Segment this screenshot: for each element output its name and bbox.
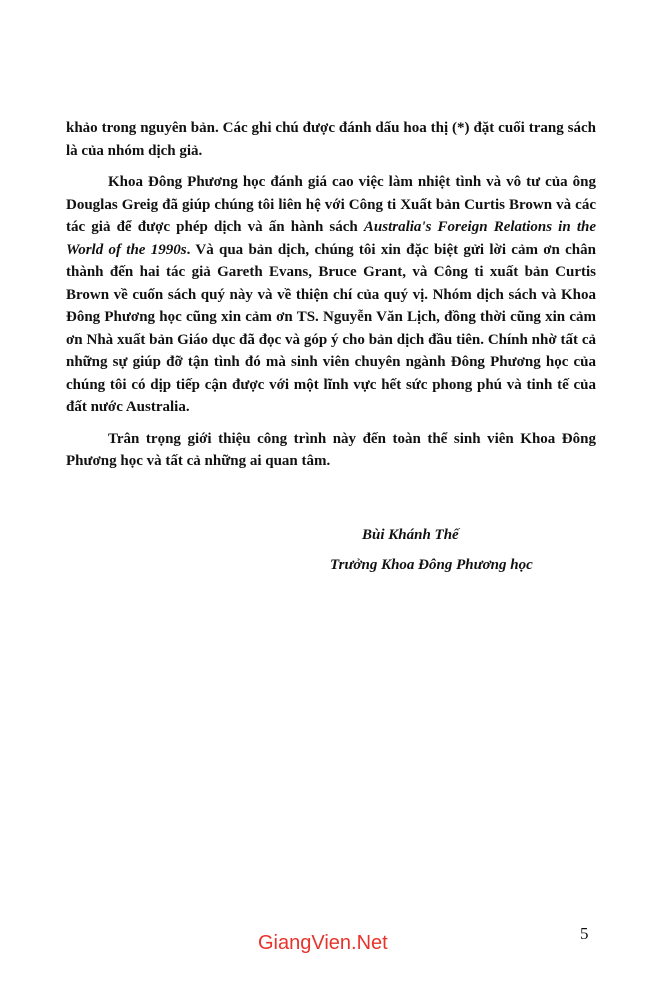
paragraph-text-after-title: . Và qua bản dịch, chúng tôi xin đặc biệt gửi lời cảm ơn chân thành đến hai tác giả Gareth Evans, Bruce Grant, và Công ti xuất bản Curtis Brown về cuốn sách quý này và về thiện chí của quý vị. Nhóm dịch sách và Khoa Đông Phương học cũng xin cảm ơn TS. Nguyễn Văn Lịch, đồng thời cũng xin cảm ơn Nhà xuất bản Giáo dục đã đọc và góp ý cho bản dịch đầu tiên. Chính nhờ tất cả những sự giúp đỡ tận tình đó mà sinh viên chuyên ngành Đông Phương học của chúng tôi có dịp tiếp cận được với một lĩnh vực hết sức phong phú và tinh tế của đất nước Australia. [66, 241, 596, 415]
paragraph-closing: Trân trọng giới thiệu công trình này đến toàn thể sinh viên Khoa Đông Phương học và tất cả những ai quan tâm. [66, 430, 596, 469]
signature-block [330, 520, 590, 580]
paragraph-continuation: khảo trong nguyên bản. Các ghi chú được đánh dấu hoa thị (*) đặt cuối trang sách là của nhóm dịch giả. [66, 120, 596, 159]
book-title: Australia's Foreign Relations in the World of the 1990s [66, 219, 596, 258]
paragraph-acknowledgements [66, 171, 596, 419]
watermark-logo: GiangVien.Net [258, 932, 388, 954]
page-number: 5 [580, 924, 589, 943]
body-text [66, 117, 596, 473]
paragraph-text-before-title: Khoa Đông Phương học đánh giá cao việc làm nhiệt tình và vô tư của ông Douglas Greig đã giúp chúng tôi liên hệ với Công ti Xuất bản Curtis Brown và các tác giả để được phép dịch và ấn hành sách [66, 174, 596, 235]
signature-name: Bùi Khánh Thế [362, 527, 459, 543]
signature-title: Trưởng Khoa Đông Phương học [330, 557, 533, 573]
